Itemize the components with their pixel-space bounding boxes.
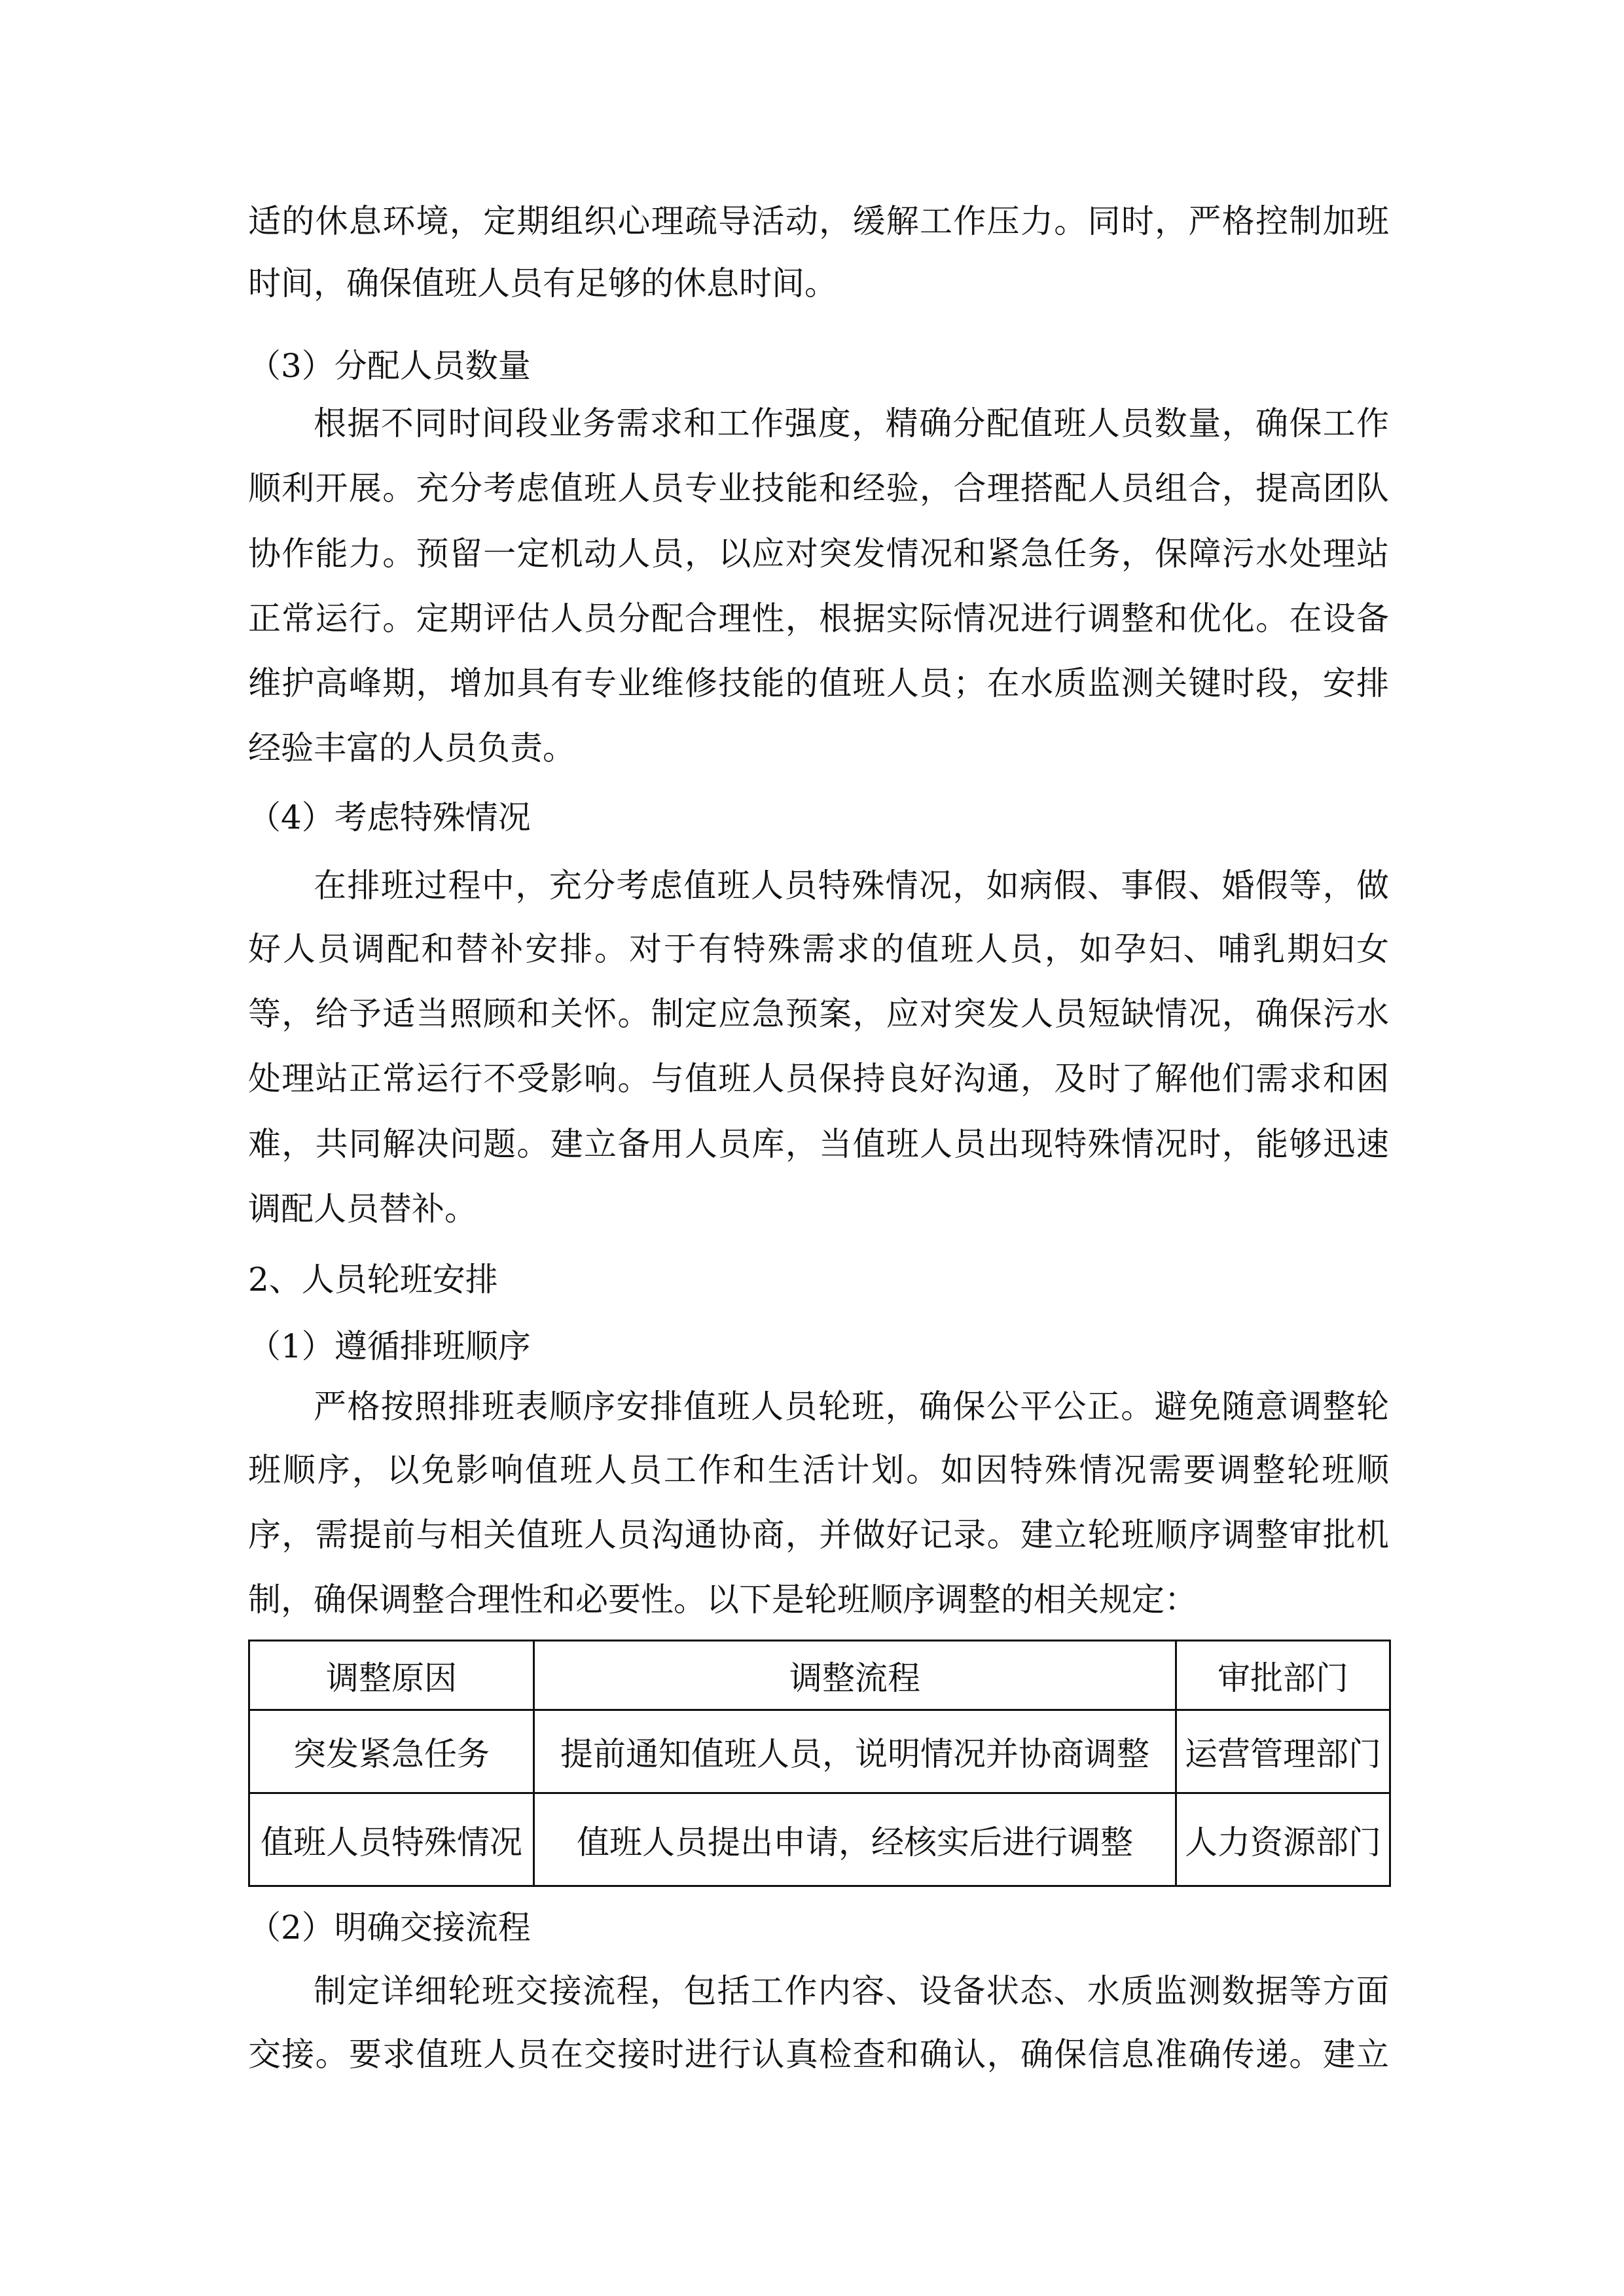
section-heading: （3）分配人员数量: [248, 347, 531, 385]
paragraph-line: 在排班过程中，充分考虑值班人员特殊情况，如病假、事假、婚假等，做: [314, 867, 1389, 905]
section-heading: （4）考虑特殊情况: [248, 798, 531, 836]
paragraph-line: 调配人员替补。: [248, 1190, 477, 1228]
paragraph-line: 制，确保调整合理性和必要性。以下是轮班顺序调整的相关规定：: [248, 1581, 1197, 1619]
table-cell: 值班人员特殊情况: [249, 1793, 534, 1886]
paragraph-line: 维护高峰期，增加具有专业维修技能的值班人员；在水质监测关键时段，安排: [248, 664, 1389, 702]
paragraph-line: 等，给予适当照顾和关怀。制定应急预案，应对突发人员短缺情况，确保污水: [248, 995, 1389, 1033]
paragraph-line: 序，需提前与相关值班人员沟通协商，并做好记录。建立轮班顺序调整审批机: [248, 1516, 1389, 1554]
shift-adjustment-table: [248, 1640, 1391, 1887]
paragraph-line: 时间，确保值班人员有足够的休息时间。: [248, 264, 837, 302]
table-cell: 突发紧急任务: [249, 1710, 534, 1793]
table-cell: 人力资源部门: [1176, 1793, 1390, 1886]
paragraph-line: 适的休息环境，定期组织心理疏导活动，缓解工作压力。同时，严格控制加班: [248, 202, 1389, 240]
paragraph-line: 班顺序，以免影响值班人员工作和生活计划。如因特殊情况需要调整轮班顺: [248, 1451, 1389, 1489]
paragraph-line: 难，共同解决问题。建立备用人员库，当值班人员出现特殊情况时，能够迅速: [248, 1125, 1389, 1163]
table-cell: 提前通知值班人员，说明情况并协商调整: [534, 1710, 1176, 1793]
paragraph-line: 根据不同时间段业务需求和工作强度，精确分配值班人员数量，确保工作: [314, 404, 1389, 442]
paragraph-line: 制定详细轮班交接流程，包括工作内容、设备状态、水质监测数据等方面: [314, 1972, 1389, 2010]
section-heading: 2、人员轮班安排: [248, 1261, 498, 1299]
table-header-cell: 调整原因: [249, 1641, 534, 1710]
paragraph-line: 严格按照排班表顺序安排值班人员轮班，确保公平公正。避免随意调整轮: [314, 1388, 1389, 1426]
paragraph-line: 处理站正常运行不受影响。与值班人员保持良好沟通，及时了解他们需求和困: [248, 1060, 1389, 1098]
paragraph-line: 经验丰富的人员负责。: [248, 729, 575, 767]
table-header-cell: 审批部门: [1176, 1641, 1390, 1710]
table-header-cell: 调整流程: [534, 1641, 1176, 1710]
paragraph-line: 好人员调配和替补安排。对于有特殊需求的值班人员，如孕妇、哺乳期妇女: [248, 930, 1389, 968]
paragraph-line: 顺利开展。充分考虑值班人员专业技能和经验，合理搭配人员组合，提高团队: [248, 469, 1389, 507]
table-cell: 运营管理部门: [1176, 1710, 1390, 1793]
paragraph-line: 协作能力。预留一定机动人员，以应对突发情况和紧急任务，保障污水处理站: [248, 535, 1389, 573]
table-cell: 值班人员提出申请，经核实后进行调整: [534, 1793, 1176, 1886]
table-header-row: [249, 1641, 1390, 1710]
section-heading: （2）明确交接流程: [248, 1909, 531, 1946]
section-heading: （1）遵循排班顺序: [248, 1327, 531, 1365]
paragraph-line: 正常运行。定期评估人员分配合理性，根据实际情况进行调整和优化。在设备: [248, 600, 1389, 637]
table-row: [249, 1710, 1390, 1793]
paragraph-line: 交接。要求值班人员在交接时进行认真检查和确认，确保信息准确传递。建立: [248, 2036, 1389, 2073]
table-row: [249, 1793, 1390, 1886]
